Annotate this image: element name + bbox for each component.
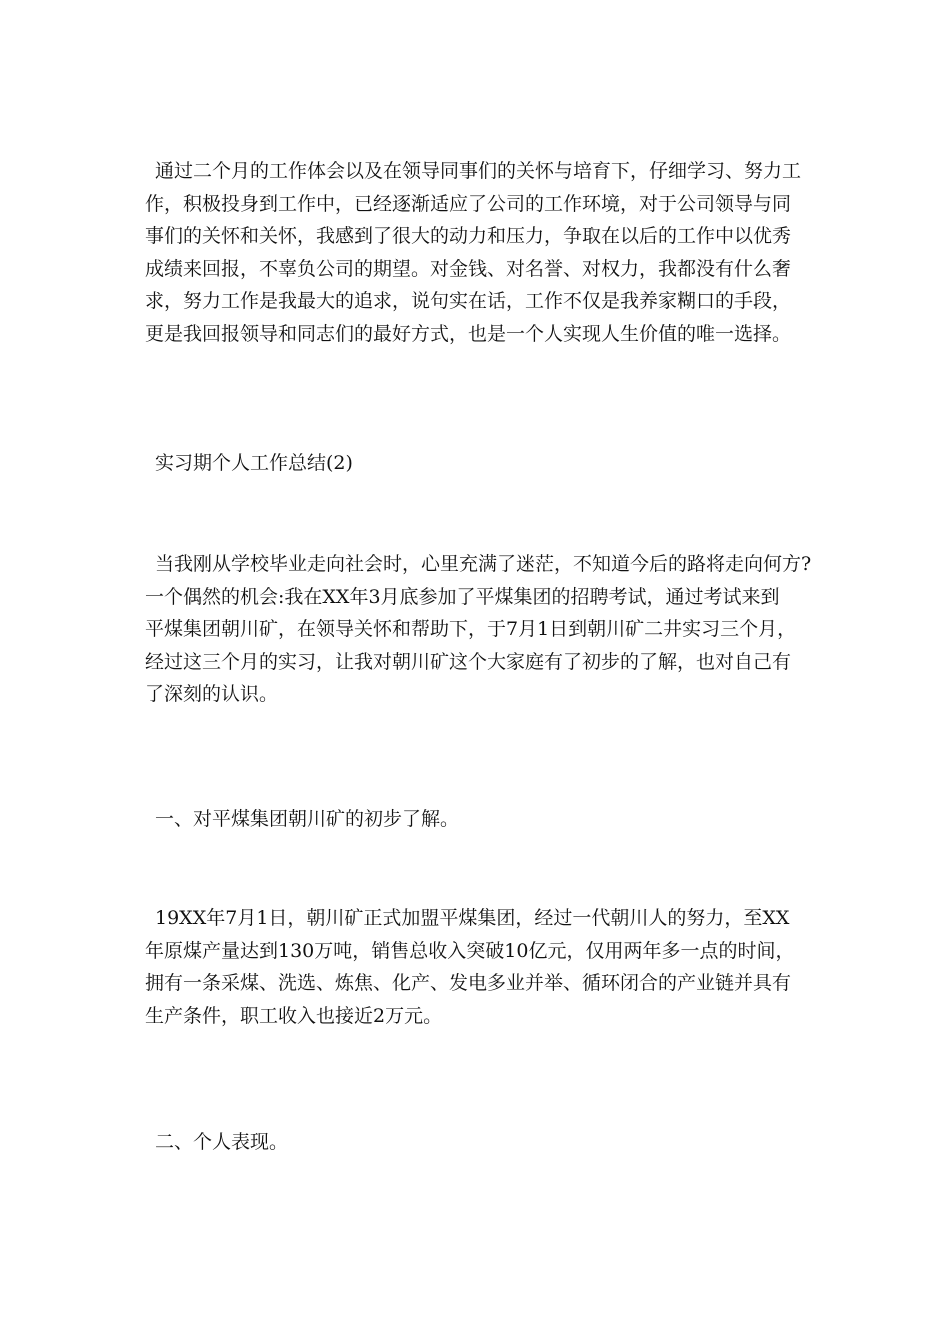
paragraph-line: 平煤集团朝川矿，在领导关怀和帮助下，于7月1日到朝川矿二井实习三个月， <box>145 618 797 640</box>
paragraph-line: 求，努力工作是我最大的追求，说句实在话，工作不仅是我养家糊口的手段， <box>145 290 792 312</box>
paragraph-graduation <box>145 548 815 711</box>
paragraph-line: 通过二个月的工作体会以及在领导同事们的关怀与培育下，仔细学习、努力工 <box>155 160 802 182</box>
paragraph-line: 拥有一条采煤、洗选、炼焦、化产、发电多业并举、循环闭合的产业链并具有 <box>145 972 792 994</box>
paragraph-line: 了深刻的认识。 <box>145 683 279 705</box>
section-heading: 二、个人表现。 <box>155 1131 289 1153</box>
section-heading: 一、对平煤集团朝川矿的初步了解。 <box>155 808 460 830</box>
section-title-internship-summary <box>145 447 815 480</box>
paragraph-line: 作，积极投身到工作中，已经逐渐适应了公司的工作环境，对于公司领导与同 <box>145 192 792 215</box>
heading-section-two <box>145 1126 815 1159</box>
paragraph-line: 生产条件，职工收入也接近2万元。 <box>145 1004 443 1027</box>
paragraph-line: 一个偶然的机会:我在XX年3月底参加了平煤集团的招聘考试，通过考试来到 <box>145 585 780 608</box>
heading-section-one <box>145 803 815 836</box>
section-title: 实习期个人工作总结(2) <box>155 452 353 474</box>
paragraph-line: 19XX年7月1日，朝川矿正式加盟平煤集团，经过一代朝川人的努力，至XX <box>155 907 790 929</box>
paragraph-line: 成绩来回报，不辜负公司的期望。对金钱、对名誉、对权力，我都没有什么奢 <box>145 257 792 280</box>
paragraph-line: 经过这三个月的实习，让我对朝川矿这个大家庭有了初步的了解，也对自己有 <box>145 650 792 673</box>
paragraph-line: 更是我回报领导和同志们的最好方式，也是一个人实现人生价值的唯一选择。 <box>145 322 792 345</box>
paragraph-work-experience <box>145 155 815 350</box>
paragraph-mine-history <box>145 902 815 1032</box>
paragraph-line: 年原煤产量达到130万吨，销售总收入突破10亿元，仅用两年多一点的时间， <box>145 939 795 962</box>
paragraph-line: 当我刚从学校毕业走向社会时，心里充满了迷茫，不知道今后的路将走向何方? <box>155 553 812 575</box>
paragraph-line: 事们的关怀和关怀，我感到了很大的动力和压力，争取在以后的工作中以优秀 <box>145 225 792 247</box>
